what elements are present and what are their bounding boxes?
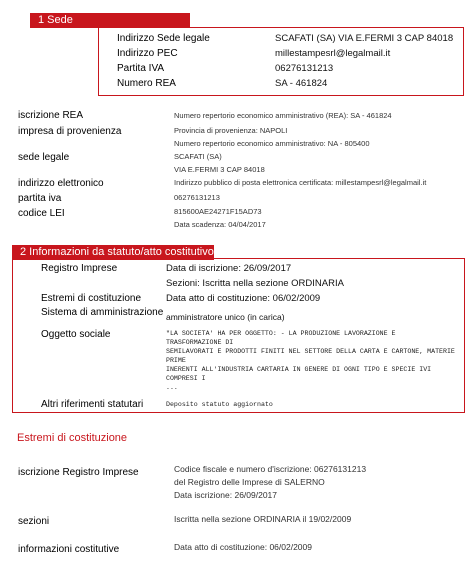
detail-label-lei: codice LEI (18, 208, 65, 219)
detail-label-piva: partita iva (18, 193, 62, 204)
rea-value: SA - 461824 (275, 78, 328, 89)
estremi-label: Estremi di costituzione (41, 293, 142, 304)
section-title: 2 Informazioni da statuto/atto costitutivo (20, 246, 214, 258)
section-title: 1 Sede (38, 14, 73, 26)
rea-label: Numero REA (117, 78, 176, 89)
detail-value: Numero repertorio economico amministrativo (REA): SA - 461824 (174, 111, 392, 120)
estremi-value: Data atto di costituzione: 06/02/2009 (166, 293, 321, 304)
estremi-label-registro: iscrizione Registro Imprese (18, 467, 139, 478)
detail-value: Indirizzo pubblico di posta elettronica certificata: millestampesrl@legalmail.it (174, 178, 427, 187)
oggetto-line: COMPRESI I (166, 375, 206, 382)
oggetto-line: TRASFORMAZIONE DI (166, 339, 234, 346)
detail-value: VIA E.FERMI 3 CAP 84018 (174, 165, 265, 174)
detail-value: 815600AE24271F15AD73 (174, 207, 262, 216)
estremi-label-sezioni: sezioni (18, 516, 50, 527)
sistema-label: Sistema di amministrazione (41, 307, 164, 318)
estremi-value: Data iscrizione: 26/09/2017 (174, 490, 278, 500)
statuto-box (12, 258, 465, 413)
section-header-sede (30, 13, 190, 28)
detail-value: Provincia di provenienza: NAPOLI (174, 126, 288, 135)
estremi-label-costitutive: informazioni costitutive (18, 544, 120, 555)
estremi-value: Data atto di costituzione: 06/02/2009 (174, 542, 312, 552)
altri-value: Deposito statuto aggiornato (166, 401, 273, 408)
altri-label: Altri riferimenti statutari (41, 399, 144, 410)
pec-label: Indirizzo PEC (117, 48, 178, 59)
oggetto-line: SEMILAVORATI E PRODOTTI FINITI NEL SETTORE DELLA CARTA E CARTONE, MATERIE (166, 348, 455, 355)
registro-value: Sezioni: Iscritta nella sezione ORDINARIA (166, 278, 344, 289)
oggetto-line: "LA SOCIETA' HA PER OGGETTO: - LA PRODUZIONE LAVORAZIONE E (166, 330, 396, 337)
estremi-value: del Registro delle Imprese di SALERNO (174, 477, 325, 487)
registro-label: Registro Imprese (41, 263, 118, 274)
detail-value: 06276131213 (174, 193, 220, 202)
piva-label: Partita IVA (117, 63, 165, 74)
piva-value: 06276131213 (275, 63, 334, 74)
oggetto-text (166, 329, 455, 392)
oggetto-line: INERENTI ALL'INDUSTRIA CARTARIA IN GENERE DI OGNI TIPO E SPECIE IVI (166, 366, 432, 373)
pec-value: millestampesrl@legalmail.it (275, 48, 391, 59)
sede-box (98, 27, 464, 96)
detail-label-rea: iscrizione REA (18, 110, 84, 121)
detail-value: SCAFATI (SA) (174, 152, 222, 161)
sistema-value: amministratore unico (in carica) (166, 312, 285, 322)
estremi-value: Codice fiscale e numero d'iscrizione: 06276131213 (174, 464, 367, 474)
detail-label-provenienza: impresa di provenienza (18, 126, 122, 137)
detail-label-indirizzo: indirizzo elettronico (18, 178, 104, 189)
detail-value: Numero repertorio economico amministrativo: NA - 805400 (174, 139, 370, 148)
registro-value: Data di iscrizione: 26/09/2017 (166, 263, 292, 274)
detail-label-sede: sede legale (18, 152, 70, 163)
oggetto-label: Oggetto sociale (41, 329, 111, 340)
section-divider (0, 448, 470, 449)
sede-label: Indirizzo Sede legale (117, 33, 210, 44)
estremi-value: Iscritta nella sezione ORDINARIA il 19/02/2009 (174, 514, 352, 524)
oggetto-line: PRIME (166, 357, 186, 364)
oggetto-line: ... (166, 384, 178, 391)
estremi-title: Estremi di costituzione (17, 432, 128, 444)
detail-value: Data scadenza: 04/04/2017 (174, 220, 266, 229)
sede-value: SCAFATI (SA) VIA E.FERMI 3 CAP 84018 (275, 33, 454, 44)
